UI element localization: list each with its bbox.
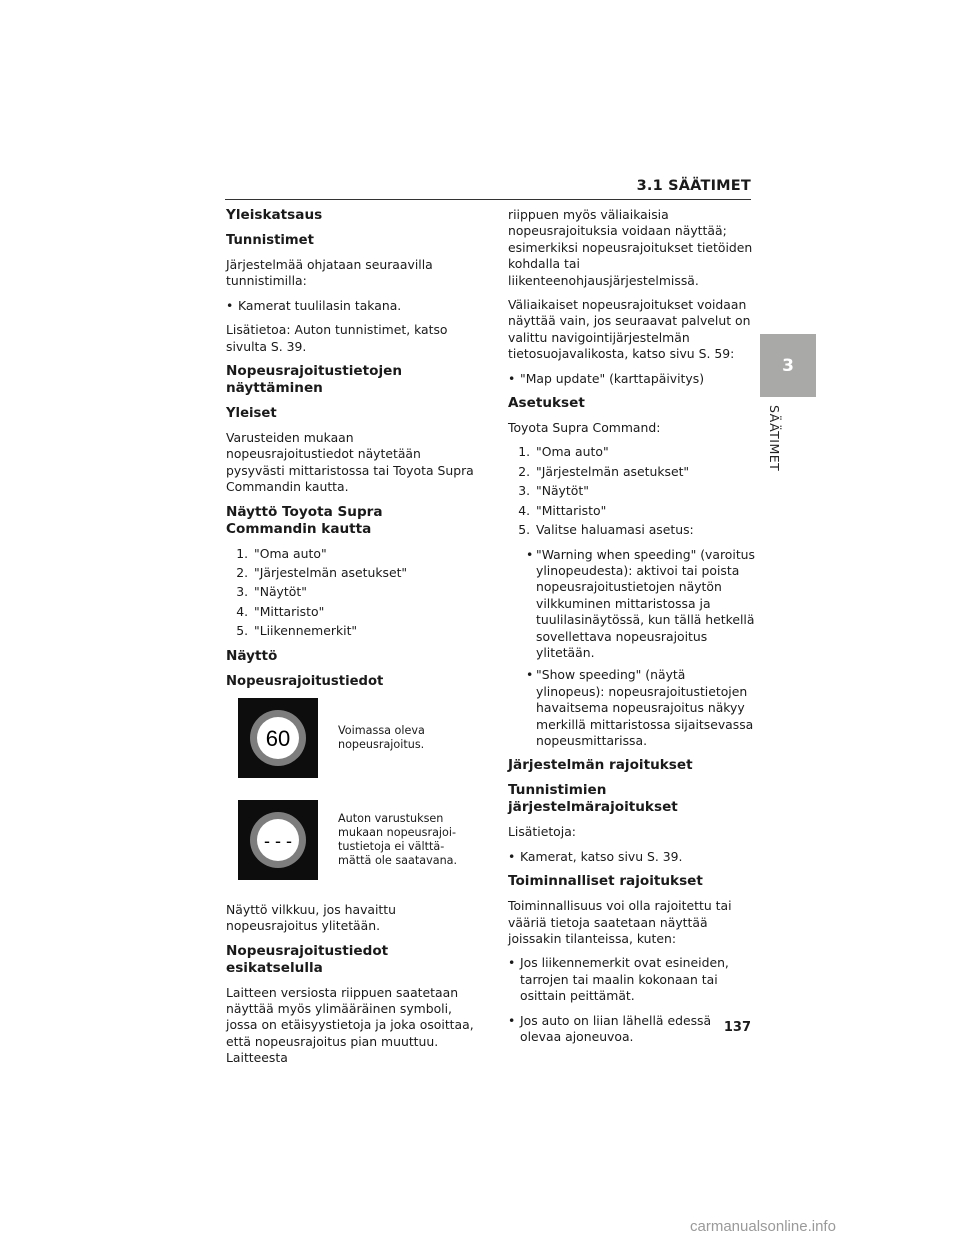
list-item: • Jos liikennemerkit ovat esineiden, tarrojen tai maalin kokonaan tai osittain peittämät. (508, 955, 756, 1004)
list-item: 3. "Näytöt" (534, 483, 756, 499)
list-item: 2. "Järjestelmän asetukset" (534, 464, 756, 480)
watermark: carmanualsonline.info (690, 1218, 836, 1235)
page-number: 137 (723, 1020, 751, 1035)
settings-steps (508, 444, 756, 538)
paragraph-info: Lisätietoja: (508, 824, 576, 840)
paragraph-temporary: Väliaikaiset nopeusrajoitukset voidaan näyttää vain, jos seuraavat palvelut on valittu navigointijärjestelmän tietosuojavalikosta, katso sivu S. 59: (508, 297, 751, 362)
heading-command-display: Näyttö Toyota Supra Commandin kautta (226, 503, 383, 537)
heading-screen: Näyttö (226, 647, 278, 664)
list-item: • Kamerat tuulilasin takana. (226, 298, 474, 314)
list-item: 4. "Mittaristo" (252, 604, 474, 620)
heading-sensor-limits: Tunnistimien järjestelmärajoitukset (508, 782, 678, 816)
list-item: 1. "Oma auto" (252, 546, 474, 562)
list-item: 4. "Mittaristo" (534, 503, 756, 519)
service-list (508, 371, 756, 387)
heading-limits: Järjestelmän rajoitukset (508, 757, 693, 774)
sign-symbol: 60 (265, 725, 291, 751)
heading-settings: Asetukset (508, 395, 585, 412)
speed-limit-unavailable-icon (238, 800, 318, 880)
list-item: • Kamerat, katso sivu S. 39. (508, 849, 756, 865)
left-column (226, 207, 474, 1075)
sign-description: Voimassa oleva nopeusrajoitus. (338, 723, 425, 751)
heading-functional-limits: Toiminnalliset rajoitukset (508, 873, 703, 890)
sign-description: Auton varustuksen mukaan nopeusrajoi-tustietoja ei välttä-mättä ole saatavana. (338, 811, 458, 867)
chapter-tab[interactable]: 3 (760, 334, 816, 397)
sign-row (238, 698, 474, 778)
heading-display: Nopeusrajoitustietojen näyttäminen (226, 363, 403, 397)
speed-limit-60-icon (238, 698, 318, 778)
speed-sign-table (238, 698, 474, 880)
list-item: 3. "Näytöt" (252, 584, 474, 600)
heading-overview: Yleiskatsaus (226, 207, 323, 223)
sign-row (238, 800, 474, 880)
paragraph-sensors: Järjestelmää ohjataan seuraavilla tunnistimilla: (226, 257, 433, 289)
heading-general: Yleiset (226, 406, 277, 422)
list-item: • "Show speeding" (näytä ylinopeus): nopeusrajoitustietojen havaitsema nopeusrajoitus näkyy merkillä mittaristossa sijaitsevassa nopeusmittarissa. (526, 667, 756, 749)
paragraph-more-info: Lisätietoa: Auton tunnistimet, katso sivulta S. 39. (226, 322, 448, 354)
paragraph-general: Varusteiden mukaan nopeusrajoitustiedot näytetään pysyvästi mittaristossa tai Toyota Supra Commandin kautta. (226, 430, 474, 495)
command-steps (226, 546, 474, 640)
heading-preview: Nopeusrajoitustiedot esikatselulla (226, 942, 389, 976)
sign-symbol: - - - (264, 830, 292, 851)
paragraph-blink: Näyttö vilkkuu, jos havaittu nopeusrajoitus ylitetään. (226, 901, 397, 934)
list-item: 5. "Liikennemerkit" (252, 623, 474, 639)
paragraph-continued: riippuen myös väliaikaisia nopeusrajoituksia voidaan näyttää; esimerkiksi nopeusrajoitukset tietöiden kohdalla tai liikenteenohjausjärjestelmissä. (508, 207, 753, 288)
settings-options (508, 547, 756, 750)
section-header: 3.1 SÄÄTIMET (636, 178, 751, 194)
header-divider (225, 199, 751, 200)
paragraph-functional: Toiminnallisuus voi olla rajoitettu tai vääriä tietoja saatetaan näyttää joissakin tilanteissa, kuten: (508, 898, 732, 946)
list-item: • "Map update" (karttapäivitys) (508, 371, 756, 387)
chapter-tab-label: SÄÄTIMET (767, 405, 782, 472)
list-item: • Jos auto on liian lähellä edessä olevaa ajoneuvoa. (508, 1013, 756, 1046)
list-item: 2. "Järjestelmän asetukset" (252, 565, 474, 581)
sensor-list (226, 298, 474, 314)
paragraph-preview: Laitteen versiosta riippuen saatetaan näyttää myös ylimääräinen symboli, jossa on etäisyystietoja ja joka osoittaa, että nopeusrajoitus pian muuttuu. Laitteesta (226, 984, 474, 1066)
camera-list (508, 849, 756, 865)
list-item: • "Warning when speeding" (varoitus ylinopeudesta): aktivoi tai poista nopeusrajoitustietojen näytön vilkkuminen mittaristossa ja tuulilasinäytössä, kun tällä hetkellä sovellettava nopeusrajoitus ylitetään. (526, 547, 756, 662)
heading-speed-info: Nopeusrajoitustiedot (226, 673, 384, 689)
list-item: 5. Valitse haluamasi asetus: (534, 522, 756, 538)
paragraph-command: Toyota Supra Command: (508, 420, 661, 436)
heading-sensors: Tunnistimet (226, 233, 314, 248)
right-column (508, 207, 756, 1053)
list-item: 1. "Oma auto" (534, 444, 756, 460)
